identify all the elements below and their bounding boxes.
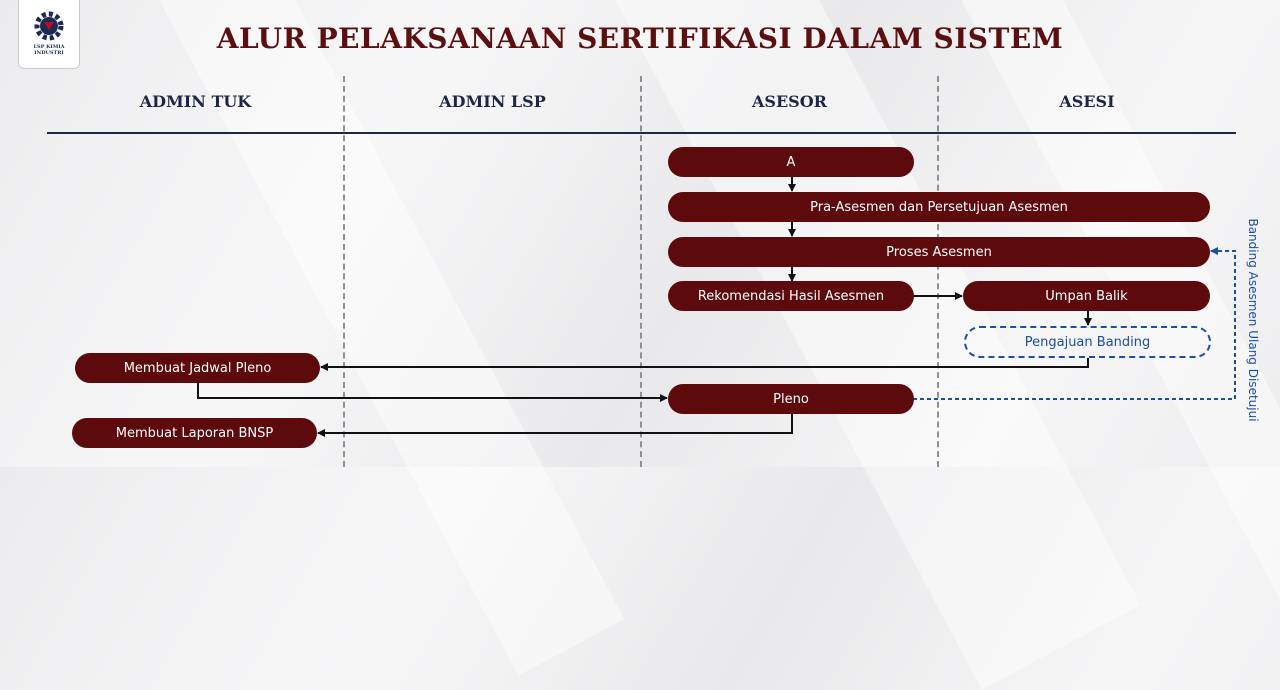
logo-text: LSP KIMIA INDUSTRI (33, 44, 65, 56)
node-a: A (668, 147, 914, 177)
lane-header-admin-lsp: ADMIN LSP (439, 92, 546, 111)
edge-banding-to-jadwal-pleno (321, 358, 1088, 367)
node-rekomendasi-hasil-asesmen: Rekomendasi Hasil Asesmen (668, 281, 914, 311)
node-pra-asesmen: Pra-Asesmen dan Persetujuan Asesmen (668, 192, 1210, 222)
node-pleno: Pleno (668, 384, 914, 414)
node-membuat-jadwal-pleno: Membuat Jadwal Pleno (75, 353, 320, 383)
page-title: ALUR PELAKSANAAN SERTIFIKASI DALAM SISTEM (216, 22, 1064, 55)
node-proses-asesmen: Proses Asesmen (668, 237, 1210, 267)
lane-header-asesor: ASESOR (752, 92, 827, 111)
appeal-loop-label: Banding Asesmen Ulang Disetujui (1246, 218, 1260, 422)
edge-jadwal-pleno-to-pleno (198, 383, 667, 398)
edge-pleno-to-laporan-bnsp (318, 414, 792, 433)
node-pengajuan-banding: Pengajuan Banding (964, 326, 1211, 358)
node-membuat-laporan-bnsp: Membuat Laporan BNSP (72, 418, 317, 448)
node-umpan-balik: Umpan Balik (963, 281, 1210, 311)
lane-header-asesi: ASESI (1059, 92, 1115, 111)
edge-pleno-appeal-loop (913, 251, 1235, 399)
lane-header-admin-tuk: ADMIN TUK (139, 92, 252, 111)
